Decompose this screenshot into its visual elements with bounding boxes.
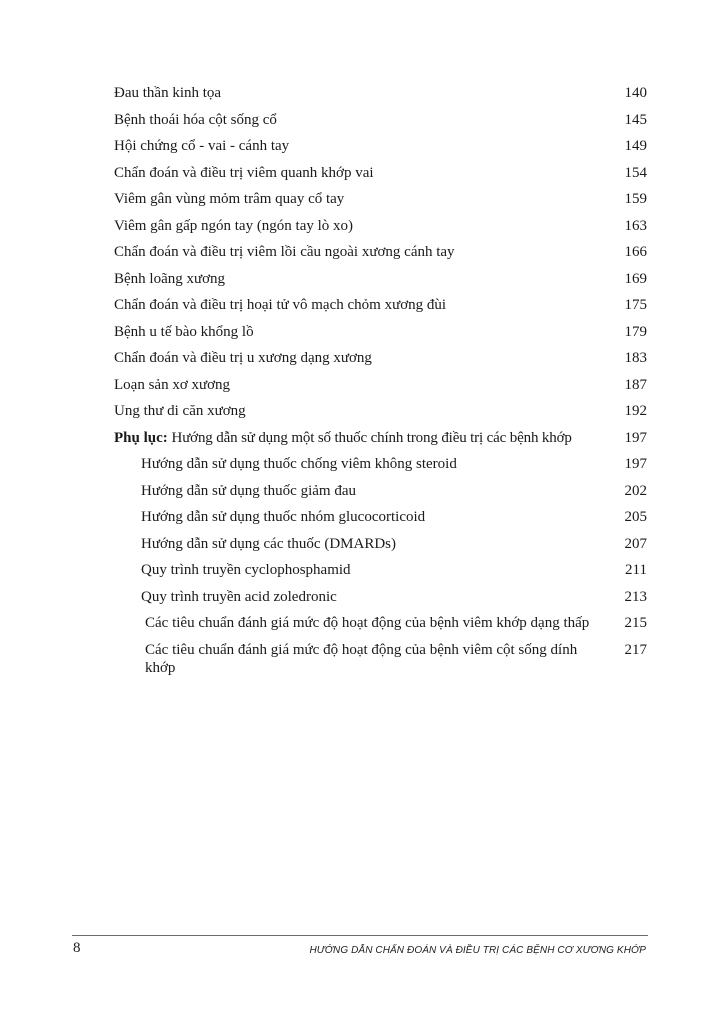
- toc-entry[interactable]: [114, 217, 647, 235]
- toc-appendix-title-wrap: [114, 429, 647, 447]
- toc-entry-title: Loạn sản xơ xương: [114, 376, 231, 393]
- toc-entry-page: 140: [624, 85, 647, 101]
- toc-entry-page: 159: [624, 191, 647, 207]
- toc-entry-title: Bệnh loãng xương: [114, 270, 226, 287]
- footer-divider: [72, 935, 648, 936]
- toc-entry[interactable]: [114, 376, 647, 394]
- toc-entry-page: 169: [624, 270, 647, 287]
- toc-appendix-entry[interactable]: [114, 429, 647, 447]
- toc-entry-title: Bệnh thoái hóa cột sống cổ: [114, 111, 277, 128]
- toc-entry-page: 217: [624, 641, 647, 658]
- appendix-title: Hướng dẫn sử dụng một số thuốc chính trong điều trị các bệnh khớp: [171, 429, 572, 446]
- toc-sub-entry[interactable]: [114, 614, 647, 632]
- toc-entry-title: Viêm gân gấp ngón tay (ngón tay lò xo): [114, 217, 354, 234]
- toc-entry-title: Chẩn đoán và điều trị viêm quanh khớp vai: [114, 164, 374, 181]
- toc-entry-page: 149: [624, 138, 647, 154]
- toc-entry-page: 183: [624, 350, 647, 366]
- toc-entry[interactable]: [114, 243, 647, 261]
- toc-entry-page: 202: [624, 482, 647, 499]
- toc-entry[interactable]: [114, 349, 647, 367]
- toc-entry[interactable]: [114, 164, 647, 182]
- toc-entry-page: 192: [624, 403, 647, 419]
- toc-entry-title: Chẩn đoán và điều trị hoại tử vô mạch chỏm xương đùi: [114, 297, 447, 313]
- toc-entry[interactable]: [114, 323, 647, 341]
- toc-entry-title: Quy trình truyền acid zoledronic: [141, 588, 337, 605]
- toc-entry-page: 213: [624, 588, 647, 605]
- toc-entry-title: Các tiêu chuẩn đánh giá mức độ hoạt động của bệnh viêm cột sống dính khớp: [145, 641, 578, 676]
- toc-sub-entry[interactable]: [114, 641, 647, 677]
- toc-entry[interactable]: [114, 190, 647, 208]
- footer-page-number: 8: [73, 940, 81, 956]
- toc-entry-page: 154: [624, 164, 647, 181]
- toc-entry-page: 163: [624, 217, 647, 234]
- toc-entry[interactable]: [114, 137, 647, 155]
- toc-entry-page: 197: [624, 456, 647, 472]
- toc-entry-title: Hướng dẫn sử dụng thuốc giảm đau: [141, 482, 356, 499]
- toc-entry-title: Đau thần kinh tọa: [114, 85, 222, 101]
- toc-entry-title: Ung thư di căn xương: [114, 403, 246, 419]
- toc-entry-title: Bệnh u tế bào khổng lồ: [114, 323, 254, 340]
- toc-entry-title: Hội chứng cổ - vai - cánh tay: [114, 138, 290, 154]
- toc-entry[interactable]: [114, 111, 647, 129]
- table-of-contents: [114, 84, 647, 685]
- toc-entry-page: 211: [625, 562, 647, 578]
- toc-entry-title: Viêm gân vùng mỏm trâm quay cổ tay: [114, 191, 345, 207]
- toc-sub-entry[interactable]: [114, 508, 647, 526]
- toc-entry-page: 179: [624, 323, 647, 340]
- toc-entry-page: 197: [624, 429, 647, 446]
- footer-book-title: HƯỚNG DẪN CHẨN ĐOÁN VÀ ĐIỀU TRỊ CÁC BỆNH CƠ XƯƠNG KHỚP: [309, 945, 646, 956]
- toc-entry-page: 187: [624, 376, 647, 393]
- toc-entry[interactable]: [114, 296, 647, 314]
- toc-entry-title: Chẩn đoán và điều trị u xương dạng xương: [114, 350, 372, 366]
- toc-entry-title: Các tiêu chuẩn đánh giá mức độ hoạt động của bệnh viêm khớp dạng thấp: [145, 615, 590, 631]
- toc-entry-page: 166: [624, 244, 647, 260]
- toc-entry-page: 205: [624, 509, 647, 525]
- toc-sub-entry[interactable]: [114, 561, 647, 579]
- toc-entry-title: Hướng dẫn sử dụng thuốc chống viêm không steroid: [141, 456, 457, 472]
- toc-sub-entry[interactable]: [114, 455, 647, 473]
- toc-entry-title: Chẩn đoán và điều trị viêm lồi cầu ngoài xương cánh tay: [114, 244, 455, 260]
- toc-entry[interactable]: [114, 84, 647, 102]
- appendix-label: Phụ lục:: [114, 429, 168, 446]
- toc-sub-entry[interactable]: [114, 588, 647, 606]
- toc-entry[interactable]: [114, 270, 647, 288]
- toc-entry-page: 207: [624, 535, 647, 552]
- toc-entry-title: Quy trình truyền cyclophosphamid: [141, 562, 351, 578]
- toc-entry-title: Hướng dẫn sử dụng thuốc nhóm glucocorticoid: [141, 509, 426, 525]
- toc-sub-entry[interactable]: [114, 535, 647, 553]
- toc-entry-page: 145: [624, 111, 647, 128]
- toc-entry-title: Hướng dẫn sử dụng các thuốc (DMARDs): [141, 535, 396, 552]
- toc-entry-page: 175: [624, 297, 647, 313]
- toc-sub-entry[interactable]: [114, 482, 647, 500]
- toc-entry[interactable]: [114, 402, 647, 420]
- toc-entry-page: 215: [624, 615, 647, 631]
